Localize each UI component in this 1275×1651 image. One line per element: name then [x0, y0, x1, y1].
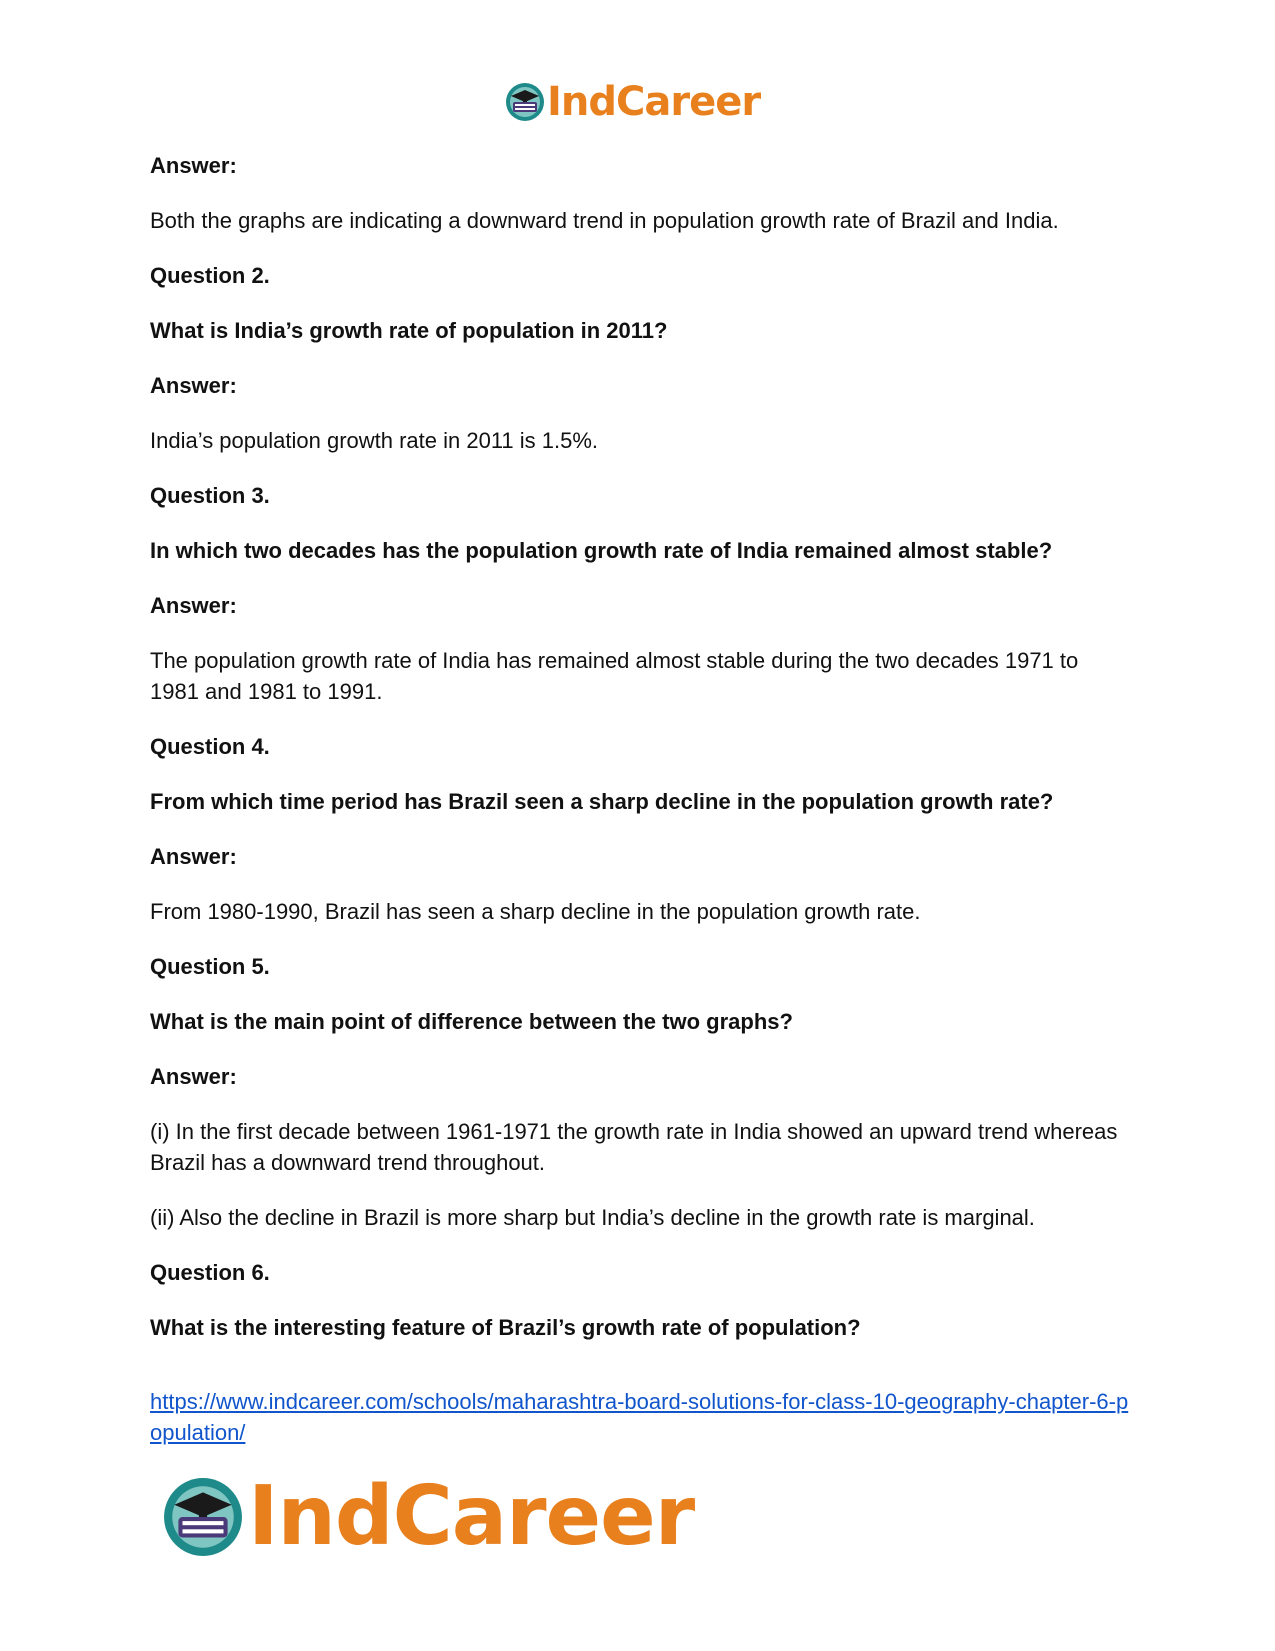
- answer-text: The population growth rate of India has remained almost stable during the two decades 1971 to 1981 and 1981 to 1991.: [150, 648, 1079, 704]
- paragraph-gap: [150, 1288, 1130, 1312]
- paragraph-gap: [150, 707, 1130, 731]
- paragraph-gap: [150, 1233, 1130, 1257]
- paragraph-gap: [150, 236, 1130, 260]
- footer-logo: [162, 1469, 695, 1564]
- paragraph-gap: [150, 872, 1130, 896]
- answer-text: India’s population growth rate in 2011 is 1.5%.: [150, 428, 599, 453]
- answer-label: Answer:: [150, 593, 237, 618]
- paragraph-gap: [150, 181, 1130, 205]
- paragraph-gap: [150, 621, 1130, 645]
- question-text: In which two decades has the population growth rate of India remained almost stable?: [150, 538, 1053, 563]
- question-heading: Question 2.: [150, 263, 270, 288]
- document-body: [150, 150, 1130, 1343]
- book-graduation-cap-icon: [162, 1476, 244, 1558]
- answer-text: From 1980-1990, Brazil has seen a sharp decline in the population growth rate.: [150, 899, 921, 924]
- question-heading: Question 6.: [150, 1260, 270, 1285]
- question-heading: Question 5.: [150, 954, 270, 979]
- question-heading: Question 4.: [150, 734, 270, 759]
- paragraph-gap: [150, 511, 1130, 535]
- answer-text: (ii) Also the decline in Brazil is more sharp but India’s decline in the growth rate is marginal.: [150, 1205, 1035, 1230]
- logo-wordmark: IndCareer: [547, 79, 761, 125]
- paragraph-gap: [150, 1178, 1130, 1202]
- answer-label: Answer:: [150, 153, 237, 178]
- paragraph-gap: [150, 456, 1130, 480]
- answer-label: Answer:: [150, 1064, 237, 1089]
- answer-text: Both the graphs are indicating a downward trend in population growth rate of Brazil and India.: [150, 208, 1059, 233]
- question-text: What is the interesting feature of Brazil’s growth rate of population?: [150, 1315, 861, 1340]
- paragraph-gap: [150, 762, 1130, 786]
- paragraph-gap: [150, 346, 1130, 370]
- paragraph-gap: [150, 1092, 1130, 1116]
- footer-link-container: [150, 1386, 1130, 1448]
- question-heading: Question 3.: [150, 483, 270, 508]
- paragraph-gap: [150, 401, 1130, 425]
- answer-text: (i) In the first decade between 1961-1971 the growth rate in India showed an upward trend whereas Brazil has a downward trend throughout.: [150, 1119, 1118, 1175]
- source-link[interactable]: https://www.indcareer.com/schools/maharashtra-board-solutions-for-class-10-geography-chapter-6-population/: [150, 1389, 1129, 1445]
- paragraph-gap: [150, 927, 1130, 951]
- paragraph-gap: [150, 982, 1130, 1006]
- question-text: What is India’s growth rate of population in 2011?: [150, 318, 668, 343]
- question-text: From which time period has Brazil seen a sharp decline in the population growth rate?: [150, 789, 1054, 814]
- paragraph-gap: [150, 566, 1130, 590]
- logo-wordmark: IndCareer: [248, 1469, 695, 1564]
- question-text: What is the main point of difference between the two graphs?: [150, 1009, 793, 1034]
- answer-label: Answer:: [150, 373, 237, 398]
- header-logo: [505, 80, 760, 124]
- paragraph-gap: [150, 1037, 1130, 1061]
- book-graduation-cap-icon: [505, 82, 545, 122]
- paragraph-gap: [150, 291, 1130, 315]
- answer-label: Answer:: [150, 844, 237, 869]
- paragraph-gap: [150, 817, 1130, 841]
